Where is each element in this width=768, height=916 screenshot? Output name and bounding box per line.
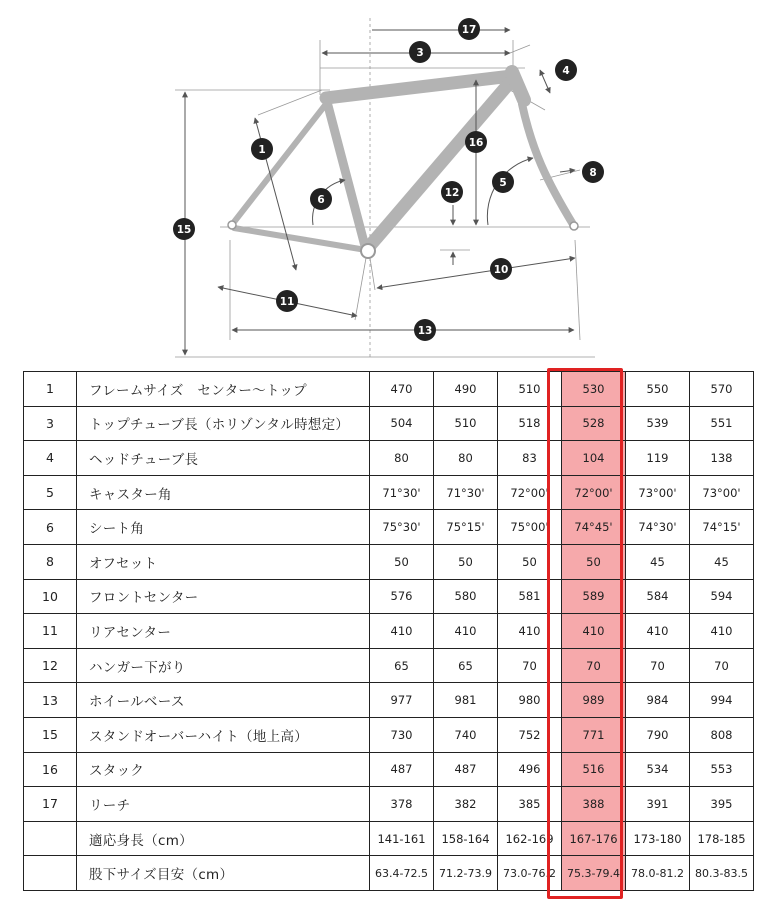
geometry-table <box>23 371 754 891</box>
table-cell: 730 <box>370 717 434 752</box>
callout-17 <box>458 18 480 40</box>
row-label: ハンガー下がり <box>77 648 370 683</box>
table-cell: 70 <box>498 648 562 683</box>
table-cell: 162-169 <box>498 821 562 856</box>
table-cell: 981 <box>434 683 498 718</box>
table-row <box>24 752 754 787</box>
table-cell: 75°00' <box>498 510 562 545</box>
table-cell: 50 <box>498 544 562 579</box>
table-row <box>24 406 754 441</box>
svg-text:10: 10 <box>493 264 509 276</box>
table-cell: 70 <box>626 648 690 683</box>
chain-stay <box>234 228 366 250</box>
table-cell: 80.3-83.5 <box>690 856 754 891</box>
table-cell: 790 <box>626 717 690 752</box>
callout-12 <box>441 181 463 203</box>
callout-8 <box>582 161 604 183</box>
table-cell: 158-164 <box>434 821 498 856</box>
row-label: リアセンター <box>77 614 370 649</box>
table-cell: 504 <box>370 406 434 441</box>
table-cell: 75.3-79.4 <box>562 856 626 891</box>
front-dropout <box>570 222 578 230</box>
svg-text:8: 8 <box>589 167 597 179</box>
table-cell: 74°45' <box>562 510 626 545</box>
row-number: 8 <box>24 544 77 579</box>
table-cell: 80 <box>434 441 498 476</box>
table-cell: 553 <box>690 752 754 787</box>
table-cell: 589 <box>562 579 626 614</box>
table-cell: 496 <box>498 752 562 787</box>
table-cell: 534 <box>626 752 690 787</box>
table-cell: 539 <box>626 406 690 441</box>
row-number <box>24 856 77 891</box>
table-cell: 78.0-81.2 <box>626 856 690 891</box>
row-label: オフセット <box>77 544 370 579</box>
row-label: フロントセンター <box>77 579 370 614</box>
table-cell: 470 <box>370 372 434 407</box>
table-cell: 50 <box>434 544 498 579</box>
reference-lines <box>175 18 595 358</box>
table-cell: 65 <box>434 648 498 683</box>
table-row <box>24 579 754 614</box>
svg-text:4: 4 <box>562 65 570 77</box>
row-label: リーチ <box>77 787 370 822</box>
row-number: 3 <box>24 406 77 441</box>
table-cell: 570 <box>690 372 754 407</box>
table-row <box>24 648 754 683</box>
row-number: 17 <box>24 787 77 822</box>
table-cell: 410 <box>498 614 562 649</box>
table-cell: 63.4-72.5 <box>370 856 434 891</box>
table-cell: 576 <box>370 579 434 614</box>
table-cell: 594 <box>690 579 754 614</box>
row-label: スタック <box>77 752 370 787</box>
row-label: トップチューブ長（ホリゾンタル時想定） <box>77 406 370 441</box>
table-cell: 173-180 <box>626 821 690 856</box>
table-cell: 410 <box>690 614 754 649</box>
fork <box>522 104 574 226</box>
table-cell: 74°15' <box>690 510 754 545</box>
table-cell: 65 <box>370 648 434 683</box>
table-cell: 551 <box>690 406 754 441</box>
callout-6 <box>310 188 332 210</box>
table-cell: 73.0-76.2 <box>498 856 562 891</box>
table-cell: 75°30' <box>370 510 434 545</box>
table-row <box>24 683 754 718</box>
callout-11 <box>276 290 298 312</box>
row-number: 15 <box>24 717 77 752</box>
table-cell: 490 <box>434 372 498 407</box>
table-cell: 74°30' <box>626 510 690 545</box>
table-cell: 382 <box>434 787 498 822</box>
table-row <box>24 717 754 752</box>
table-cell: 45 <box>690 544 754 579</box>
table-row <box>24 475 754 510</box>
table-row <box>24 614 754 649</box>
table-row <box>24 544 754 579</box>
table-cell: 71°30' <box>434 475 498 510</box>
svg-text:13: 13 <box>417 325 433 337</box>
table-cell: 138 <box>690 441 754 476</box>
table-cell: 395 <box>690 787 754 822</box>
table-cell: 73°00' <box>690 475 754 510</box>
row-label: キャスター角 <box>77 475 370 510</box>
rear-dropout <box>228 221 236 229</box>
table-cell: 752 <box>498 717 562 752</box>
table-cell: 984 <box>626 683 690 718</box>
callout-10 <box>490 258 512 280</box>
row-number: 11 <box>24 614 77 649</box>
row-number: 1 <box>24 372 77 407</box>
table-cell: 391 <box>626 787 690 822</box>
callout-16 <box>465 131 487 153</box>
table-cell: 378 <box>370 787 434 822</box>
table-cell: 72°00' <box>498 475 562 510</box>
table-cell: 83 <box>498 441 562 476</box>
svg-text:11: 11 <box>279 296 295 308</box>
row-label: シート角 <box>77 510 370 545</box>
svg-text:5: 5 <box>499 177 507 189</box>
callout-3 <box>409 41 431 63</box>
top-tube <box>326 76 512 98</box>
down-tube <box>368 80 512 248</box>
table-cell: 550 <box>626 372 690 407</box>
table-cell: 740 <box>434 717 498 752</box>
svg-text:15: 15 <box>176 224 192 236</box>
row-label: スタンドオーバーハイト（地上高） <box>77 717 370 752</box>
row-number: 5 <box>24 475 77 510</box>
table-row <box>24 441 754 476</box>
callout-5 <box>492 171 514 193</box>
row-number: 10 <box>24 579 77 614</box>
head-tube <box>512 72 524 100</box>
table-cell: 50 <box>562 544 626 579</box>
table-cell: 73°00' <box>626 475 690 510</box>
table-cell: 989 <box>562 683 626 718</box>
table-cell: 528 <box>562 406 626 441</box>
table-cell: 518 <box>498 406 562 441</box>
table-cell: 510 <box>498 372 562 407</box>
row-label: 股下サイズ目安（cm） <box>77 856 370 891</box>
table-cell: 75°15' <box>434 510 498 545</box>
table-cell: 71.2-73.9 <box>434 856 498 891</box>
table-cell: 410 <box>626 614 690 649</box>
table-cell: 980 <box>498 683 562 718</box>
table-cell: 167-176 <box>562 821 626 856</box>
table-cell: 584 <box>626 579 690 614</box>
table-cell: 410 <box>562 614 626 649</box>
table-cell: 119 <box>626 441 690 476</box>
table-cell: 72°00' <box>562 475 626 510</box>
row-label: ホイールベース <box>77 683 370 718</box>
callout-15 <box>173 218 195 240</box>
table-cell: 70 <box>562 648 626 683</box>
row-label: 適応身長（cm） <box>77 821 370 856</box>
callout-13 <box>414 319 436 341</box>
table-cell: 385 <box>498 787 562 822</box>
table-cell: 410 <box>434 614 498 649</box>
row-label: ヘッドチューブ長 <box>77 441 370 476</box>
table-cell: 771 <box>562 717 626 752</box>
table-cell: 808 <box>690 717 754 752</box>
callout-4 <box>555 59 577 81</box>
table-cell: 487 <box>434 752 498 787</box>
table-cell: 516 <box>562 752 626 787</box>
bottom-bracket <box>361 244 375 258</box>
row-number <box>24 821 77 856</box>
table-row <box>24 787 754 822</box>
table-cell: 581 <box>498 579 562 614</box>
row-number: 4 <box>24 441 77 476</box>
table-cell: 977 <box>370 683 434 718</box>
table-cell: 104 <box>562 441 626 476</box>
table-row <box>24 821 754 856</box>
table-cell: 80 <box>370 441 434 476</box>
table-cell: 178-185 <box>690 821 754 856</box>
table-cell: 994 <box>690 683 754 718</box>
table-cell: 50 <box>370 544 434 579</box>
table-cell: 580 <box>434 579 498 614</box>
table-cell: 70 <box>690 648 754 683</box>
table-cell: 487 <box>370 752 434 787</box>
row-number: 6 <box>24 510 77 545</box>
frame-geometry-diagram <box>0 0 768 365</box>
table-cell: 510 <box>434 406 498 441</box>
row-number: 12 <box>24 648 77 683</box>
svg-text:16: 16 <box>468 137 484 149</box>
table-row <box>24 372 754 407</box>
row-number: 13 <box>24 683 77 718</box>
row-label: フレームサイズ センター～トップ <box>77 372 370 407</box>
svg-text:3: 3 <box>416 47 424 59</box>
svg-text:17: 17 <box>461 24 477 36</box>
table-cell: 410 <box>370 614 434 649</box>
table-cell: 45 <box>626 544 690 579</box>
row-number: 16 <box>24 752 77 787</box>
table-row <box>24 510 754 545</box>
svg-text:6: 6 <box>317 194 325 206</box>
table-row <box>24 856 754 891</box>
table-cell: 141-161 <box>370 821 434 856</box>
callout-1 <box>251 138 273 160</box>
table-cell: 71°30' <box>370 475 434 510</box>
svg-text:12: 12 <box>444 187 460 199</box>
svg-text:1: 1 <box>258 144 266 156</box>
table-cell: 388 <box>562 787 626 822</box>
table-cell: 530 <box>562 372 626 407</box>
